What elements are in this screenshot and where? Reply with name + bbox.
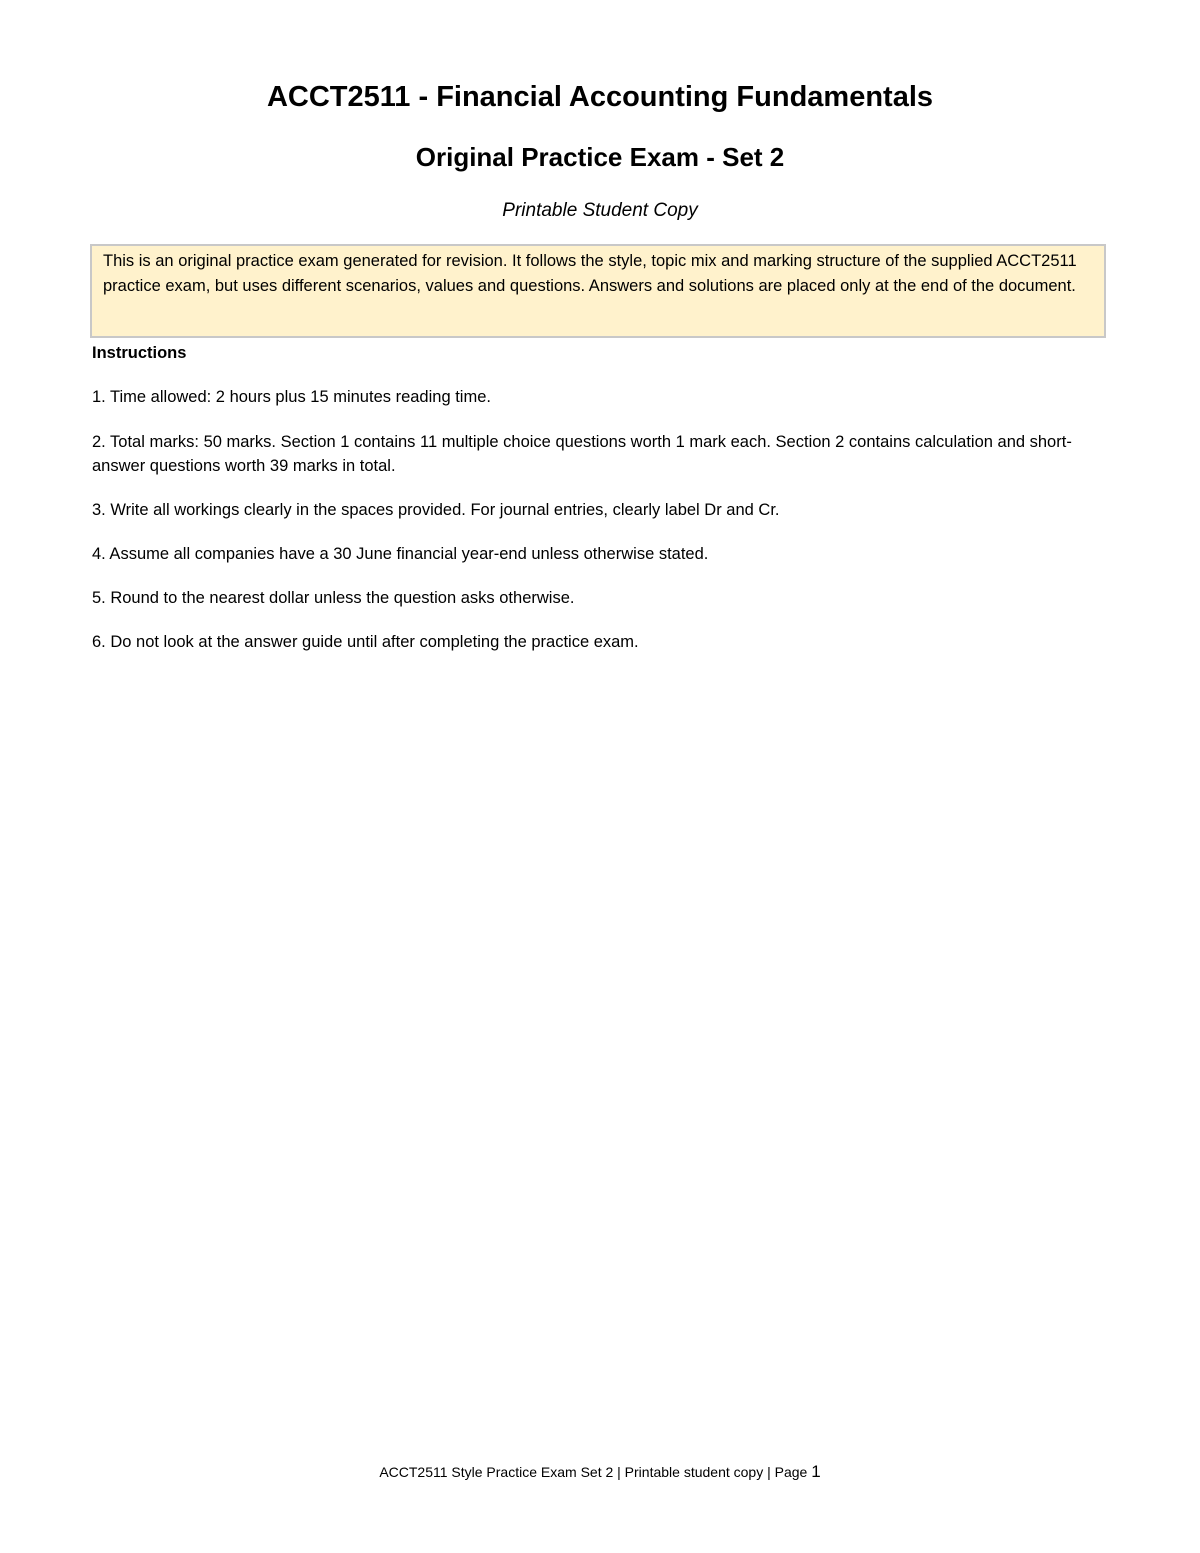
document-subtitle: Original Practice Exam - Set 2 — [415, 142, 785, 172]
instruction-item: 1. Time allowed: 2 hours plus 15 minutes reading time. — [92, 388, 491, 406]
page-number: 1 — [811, 1462, 821, 1481]
instruction-item: 2. Total marks: 50 marks. Section 1 contains 11 multiple choice questions worth 1 mark each. Section 2 contains calculation and short-answer questions worth 39 marks in total. — [92, 433, 1072, 475]
instruction-item: 3. Write all workings clearly in the spaces provided. For journal entries, clearly label Dr and Cr. — [92, 501, 780, 519]
page-footer — [0, 1461, 1200, 1483]
document-tagline: Printable Student Copy — [502, 200, 698, 221]
instruction-item: 4. Assume all companies have a 30 June financial year-end unless otherwise stated. — [92, 545, 709, 563]
notice-text: This is an original practice exam generated for revision. It follows the style, topic mix and marking structure of the supplied ACCT2511 practice exam, but uses different scenarios, values and questions. Answers and solutions are placed only at the end of the document. — [103, 252, 1077, 295]
instruction-item: 5. Round to the nearest dollar unless the question asks otherwise. — [92, 589, 575, 607]
footer-text: ACCT2511 Style Practice Exam Set 2 | Printable student copy | Page — [379, 1464, 812, 1480]
instruction-item: 6. Do not look at the answer guide until after completing the practice exam. — [92, 633, 639, 651]
notice-box — [90, 244, 1106, 338]
instructions-heading: Instructions — [92, 344, 187, 362]
document-title: ACCT2511 - Financial Accounting Fundamentals — [266, 81, 934, 113]
